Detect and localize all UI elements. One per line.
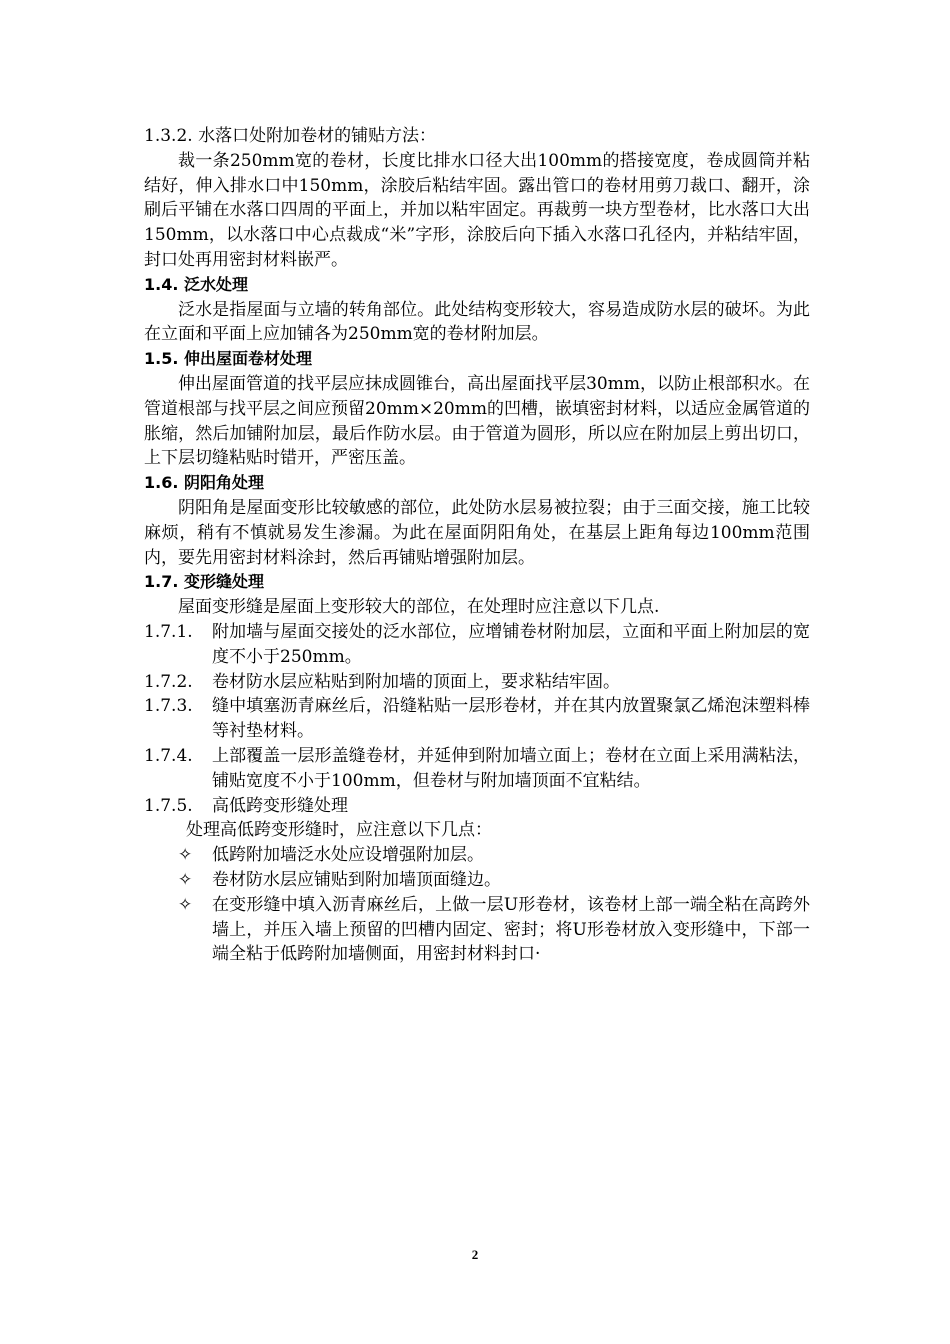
bullet-text: 卷材防水层应铺贴到附加墙顶面缝边。 [212, 869, 501, 890]
list-item [144, 744, 810, 794]
list-item [144, 794, 810, 819]
section-1-7-heading: 1.7. 变形缝处理 [144, 572, 264, 592]
section-1-4-heading: 1.4. 泛水处理 [144, 274, 248, 294]
bullet-item [144, 893, 810, 967]
list-item-number: 1.7.5. [144, 795, 193, 816]
list-item-text: 卷材防水层应粘贴到附加墙的顶面上，要求粘结牢固。 [212, 671, 620, 692]
list-item-number: 1.7.2. [144, 671, 193, 692]
section-1-7-5-intro: 处理高低跨变形缝时，应注意以下几点： [186, 820, 492, 841]
list-item-number: 1.7.4. [144, 745, 193, 766]
section-1-6-body: 阴阳角是屋面变形比较敏感的部位，此处防水层易被拉裂；由于三面交接，施工比较麻烦，稍有不慎就易发生渗漏。为此在屋面阴阳角处，在基层上距角每边100mm范围内，要先用密封材料涂封，然后再铺贴增强附加层。 [144, 497, 810, 568]
list-item-number: 1.7.1. [144, 621, 193, 642]
list-item [144, 670, 810, 695]
section-1-5-body: 伸出屋面管道的找平层应抹成圆锥台，高出屋面找平层30mm，以防止根部积水。在管道根部与找平层之间应预留20mm×20mm的凹槽，嵌填密封材料，以适应金属管道的胀缩，然后加铺附加层，最后作防水层。由于管道为圆形，所以应在附加层上剪出切口，上下层切缝粘贴时错开，严密压盖。 [144, 373, 810, 469]
diamond-bullet-icon: ✧ [178, 845, 193, 866]
section-1-5-heading: 1.5. 伸出屋面卷材处理 [144, 349, 312, 369]
list-item-text: 高低跨变形缝处理 [212, 795, 348, 816]
section-1-3-2-body: 裁一条250mm宽的卷材，长度比排水口径大出100mm的搭接宽度，卷成圆筒并粘结好，伸入排水口中150mm，涂胶后粘结牢固。露出管口的卷材用剪刀裁口、翻开，涂刷后平铺在水落口四周的平面上，并加以粘牢固定。再裁剪一块方型卷材，比水落口大出150mm，以水落口中心点裁成“米”字形，涂胶后向下插入水落口孔径内，并粘结牢固，封口处再用密封材料嵌严。 [144, 150, 810, 270]
section-1-7-body: 屋面变形缝是屋面上变形较大的部位，在处理时应注意以下几点. [178, 597, 660, 618]
diamond-bullet-icon: ✧ [178, 869, 193, 890]
bullet-item [144, 868, 810, 893]
diamond-bullet-icon: ✧ [178, 894, 193, 915]
list-item-text: 附加墙与屋面交接处的泛水部位，应增铺卷材附加层，立面和平面上附加层的宽度不小于250mm。 [212, 621, 810, 667]
list-item-text: 上部覆盖一层形盖缝卷材，并延伸到附加墙立面上；卷材在立面上采用满粘法，铺贴宽度不小于100mm，但卷材与附加墙顶面不宜粘结。 [212, 745, 810, 791]
list-item [144, 620, 810, 670]
section-1-3-2-title: 1.3.2. 水落口处附加卷材的铺贴方法： [144, 126, 437, 146]
list-item [144, 694, 810, 744]
section-1-4-body: 泛水是指屋面与立墙的转角部位。此处结构变形较大，容易造成防水层的破坏。为此在立面和平面上应加铺各为250mm宽的卷材附加层。 [144, 299, 810, 345]
bullet-text: 在变形缝中填入沥青麻丝后，上做一层U形卷材，该卷材上部一端全粘在高跨外墙上，并压入墙上预留的凹槽内固定、密封；将U形卷材放入变形缝中，下部一端全粘于低跨附加墙侧面，用密封材料封口· [212, 894, 810, 965]
bullet-item [144, 843, 810, 868]
list-item-text: 缝中填塞沥青麻丝后，沿缝粘贴一层形卷材，并在其内放置聚氯乙烯泡沫塑料棒等衬垫材料。 [212, 696, 810, 742]
page-number: 2 [471, 1247, 479, 1262]
bullet-text: 低跨附加墙泛水处应设增强附加层。 [212, 845, 484, 866]
document-body [144, 124, 810, 967]
list-item-number: 1.7.3. [144, 696, 193, 717]
section-1-6-heading: 1.6. 阴阳角处理 [144, 473, 264, 493]
